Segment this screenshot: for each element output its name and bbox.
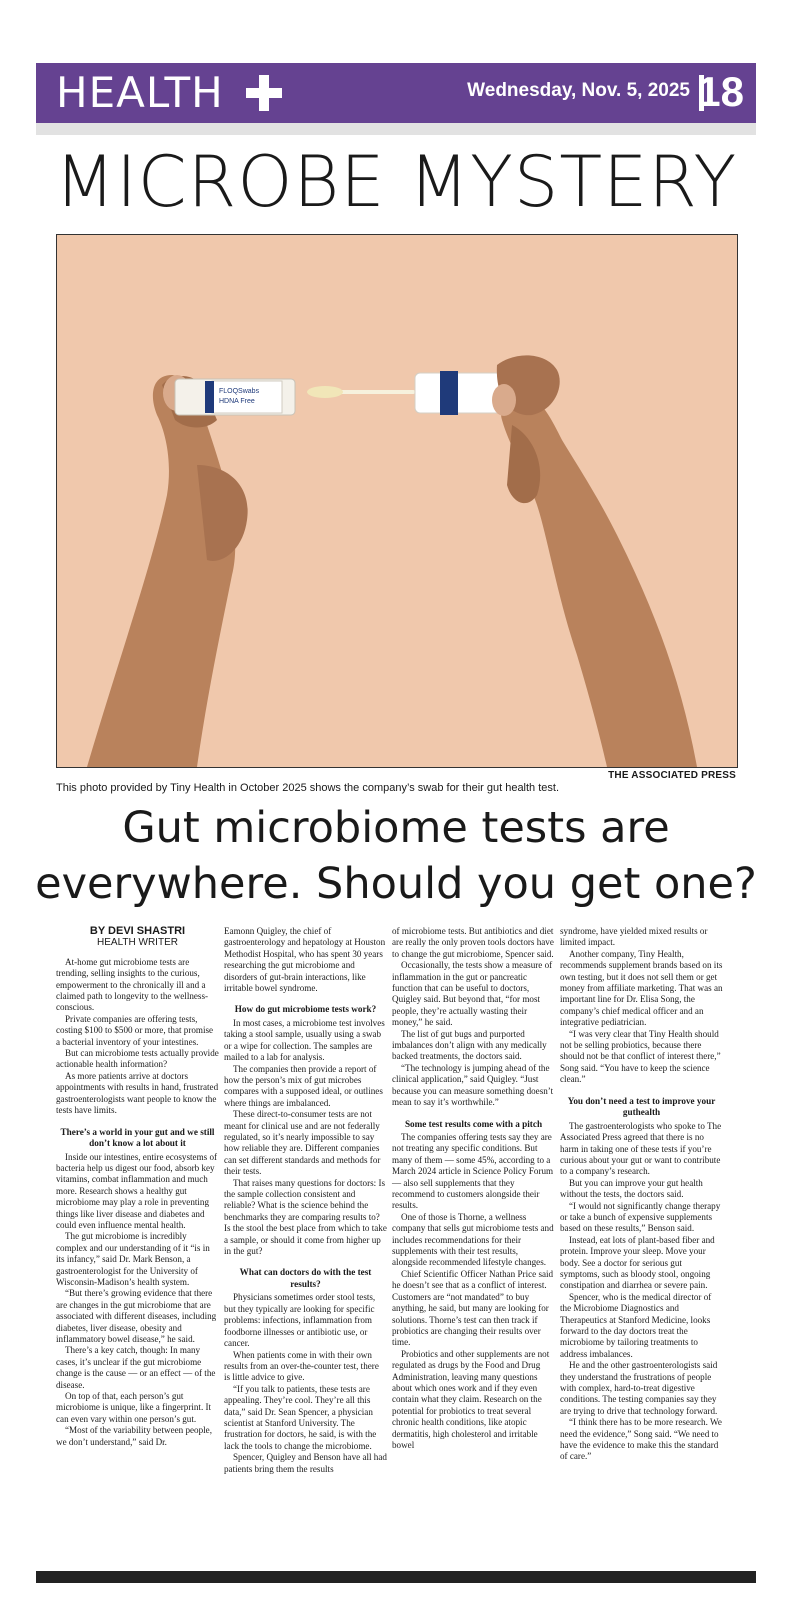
column-1 — [56, 926, 219, 1448]
paragraph: Inside our intestines, entire ecosystems of bacteria help us digest our food, absorb key vitamins, combat inflammation and much more. Research shows a healthy gut microbiome may play a role in preventing things like liver disease and diabetes and could even influence mental health. — [56, 1151, 218, 1230]
paragraph: “Most of the variability between people, we don’t understand,” said Dr. — [56, 1425, 212, 1447]
paragraph: The companies offering tests say they are not treating any specific conditions. But many of them — some 45%, according to a March 2024 article in Science Policy Forum — also sell supplements that they recommend to customers alongside their results. — [392, 1132, 554, 1211]
paragraph: “The technology is jumping ahead of the clinical application,” said Quigley. “Just because you can measure something doesn’t mean to say it’s worthwhile.” — [392, 1062, 554, 1108]
paragraph: These direct-to-consumer tests are not meant for clinical use and are not federally regulated, so it’s nearly impossible to say how reliable they are. Different companies can set different standards and methods for their tests. — [224, 1109, 381, 1177]
paragraph: “But there’s growing evidence that there are changes in the gut microbiome that are associated with different diseases, including diabetes, liver disease, obesity and inflammatory bowel disease,” he said. — [56, 1288, 217, 1344]
headline-line-2: everywhere. Should you get one? — [35, 859, 757, 909]
paragraph: But can microbiome tests actually provide actionable health information? — [56, 1048, 219, 1070]
section-name: HEALTH — [56, 68, 224, 117]
paragraph: Physicians sometimes order stool tests, but they typically are looking for specific problems: infections, inflammation from foodborne illnesses or antibiotic use, or cancer. — [224, 1292, 376, 1349]
column-4 — [560, 926, 723, 1463]
paragraph: On top of that, each person’s gut microbiome is unique, like a fingerprint. It can even vary within one person’s gut. — [56, 1391, 212, 1424]
headline-line-1: Gut microbiome tests are — [122, 803, 670, 853]
article-body — [56, 926, 760, 1552]
paragraph: The gastroenterologists who spoke to The Associated Press agreed that there is no harm in taking one of these tests if you’re curious about your gut or want to contribute to a company’s research. — [560, 1120, 722, 1177]
paragraph: He and the other gastroenterologists said they understand the frustrations of people with complex, hard-to-treat digestive conditions. The testing companies say they are trying to drive that technology forward. — [560, 1360, 718, 1416]
paragraph: Chief Scientific Officer Nathan Price said he doesn’t see that as a conflict of interest. Customers are “not mandated” to buy anything, he said, but many are looking for solutions. Thorne’s test can then track if probiotics are changing their results over time. — [392, 1268, 554, 1348]
paragraph: Instead, eat lots of plant-based fiber and protein. Improve your sleep. Move your body. See a doctor for serious gut symptoms, such as bloody stool, ongoing constipation and diarrhea or severe pain. — [560, 1234, 715, 1291]
photo-credit: THE ASSOCIATED PRESS — [608, 770, 736, 781]
paragraph: At-home gut microbiome tests are trending, selling insights to the curious, empowerment to the chronically ill and a claimed path to longevity to the wellness-conscious. — [56, 956, 209, 1013]
paragraph: One of those is Thorne, a wellness company that sells gut microbiome tests and includes recommendations for their supplements with their test results, alongside recommended lifestyle changes. — [392, 1211, 554, 1268]
banner-underline — [36, 123, 756, 135]
paragraph: syndrome, have yielded mixed results or limited impact. — [560, 926, 708, 948]
tube-label-line2: HDNA Free — [219, 398, 255, 405]
swab-photo-illustration — [57, 235, 737, 767]
paragraph: The list of gut bugs and purported imbalances don’t align with any medically backed treatments, the doctors said. — [392, 1028, 547, 1062]
plus-icon — [246, 75, 282, 111]
subhead: What can doctors do with the test results? — [239, 1267, 372, 1289]
paragraph: There’s a key catch, though: In many cases, it’s unclear if the gut microbiome change is the cause — or an effect — of the disease. — [56, 1345, 216, 1390]
subhead: You don’t need a test to improve your guthealth — [567, 1095, 716, 1118]
paragraph: Spencer, Quigley and Benson have all had patients bring them the results — [224, 1452, 387, 1474]
paragraph: “I would not significantly change therapy or take a bunch of expensive supplements based on these results,” Benson said. — [560, 1200, 721, 1234]
paragraph: Spencer, who is the medical director of the Microbiome Diagnostics and Therapeutics at Stanford Medicine, looks forward to the day doctors treat the microbiome by tailoring treatments to address imbalances. — [560, 1291, 712, 1359]
paragraph: The companies then provide a report of how the person’s mix of gut microbes compares with a supposed ideal, or outlines where things are imbalanced. — [224, 1063, 383, 1108]
paragraph: That raises many questions for doctors: Is the sample collection consistent and reliable? What is the science behind the benchmarks they are comparing results to? Is the stool the best place from which to take a sample, or should it come from higher up in the gut? — [224, 1177, 387, 1257]
kicker-title: MICROBE MYSTERY — [54, 141, 738, 223]
paragraph: Eamonn Quigley, the chief of gastroenterology and hepatology at Houston Methodist Hospital, who has spent 30 years researching the gut microbiome and disorders of gut-brain interactions, like irritable bowel syndrome. — [224, 926, 386, 994]
paragraph: In most cases, a microbiome test involves taking a stool sample, usually using a swab or a wipe for collection. The samples are mailed to a lab for analysis. — [224, 1017, 385, 1063]
photo-caption: This photo provided by Tiny Health in October 2025 shows the company’s swab for their gut health test. — [56, 782, 560, 794]
paragraph: “I think there has to be more research. We need the evidence,” Song said. “We need to have the evidence to make this the standard of care.” — [560, 1417, 722, 1462]
byline-name: BY DEVI SHASTRI — [89, 925, 186, 937]
paragraph: Occasionally, the tests show a measure of inflammation in the gut or pancreatic function that can be useful to doctors, Quigley said. But beyond that, “for most people, they’re actually wasting their money,” he said. — [392, 960, 553, 1028]
paragraph: Private companies are offering tests, costing $100 to $500 or more, that promise a bacterial inventory of your intestines. — [56, 1013, 214, 1047]
subhead: How do gut microbiome tests work? — [234, 1004, 377, 1015]
paragraph: “I was very clear that Tiny Health should not be selling probiotics, because there should not be that conflict of interest there,” Song said. “You have to keep the science clean.” — [560, 1028, 721, 1085]
paragraph: But you can improve your gut health without the tests, the doctors said. — [560, 1177, 703, 1200]
subhead: There’s a world in your gut and we still don’t know a lot about it — [60, 1126, 215, 1148]
section-banner — [36, 63, 756, 123]
subhead: Some test results come with a pitch — [404, 1118, 543, 1129]
issue-date: Wednesday, Nov. 5, 2025 — [467, 80, 690, 101]
column-2 — [224, 926, 387, 1475]
paragraph: Probiotics and other supplements are not regulated as drugs by the Food and Drug Administration, leaving many questions about which ones work and if they even contain what they claim. Research on the potential for probiotics to treat several chronic health conditions, like atopic dermatitis, high cholesterol and irritable bowel — [392, 1348, 550, 1450]
paragraph: As more patients arrive at doctors appointments with results in hand, frustrated gastroenterologists want people to know the tests have limits. — [56, 1070, 219, 1116]
article-photo — [56, 234, 738, 768]
page-number: 18 — [697, 68, 744, 115]
paragraph: “If you talk to patients, these tests are appealing. They’re cool. They’re all this data,” said Dr. Sean Spencer, a physician scientist at Stanford University. The frustration for doctors, he said, is with the lack the tools to change the microbiome. — [224, 1383, 377, 1451]
byline-role: HEALTH WRITER — [97, 937, 178, 949]
paragraph: When patients come in with their own results from an over-the-counter test, there is little advice to give. — [224, 1349, 379, 1383]
tube-label-line1: FLOQSwabs — [219, 388, 260, 395]
footer-bar — [36, 1571, 756, 1583]
paragraph: of microbiome tests. But antibiotics and diet are really the only proven tools doctors have to change the gut microbiome, Spencer said. — [392, 926, 554, 959]
column-3 — [392, 926, 555, 1451]
headline — [0, 800, 792, 912]
paragraph: Another company, Tiny Health, recommends supplement brands based on its own testing, but it does not sell them or get money from affiliate marketing. That was an important line for Dr. Elisa Song, the company’s chief medical officer and an integrative pediatrician. — [560, 948, 723, 1028]
paragraph: The gut microbiome is incredibly complex and our understanding of it “is in its infancy,” said Dr. Mark Benson, a gastroenterologist for the University of Wisconsin-Madison’s health system. — [56, 1231, 210, 1287]
